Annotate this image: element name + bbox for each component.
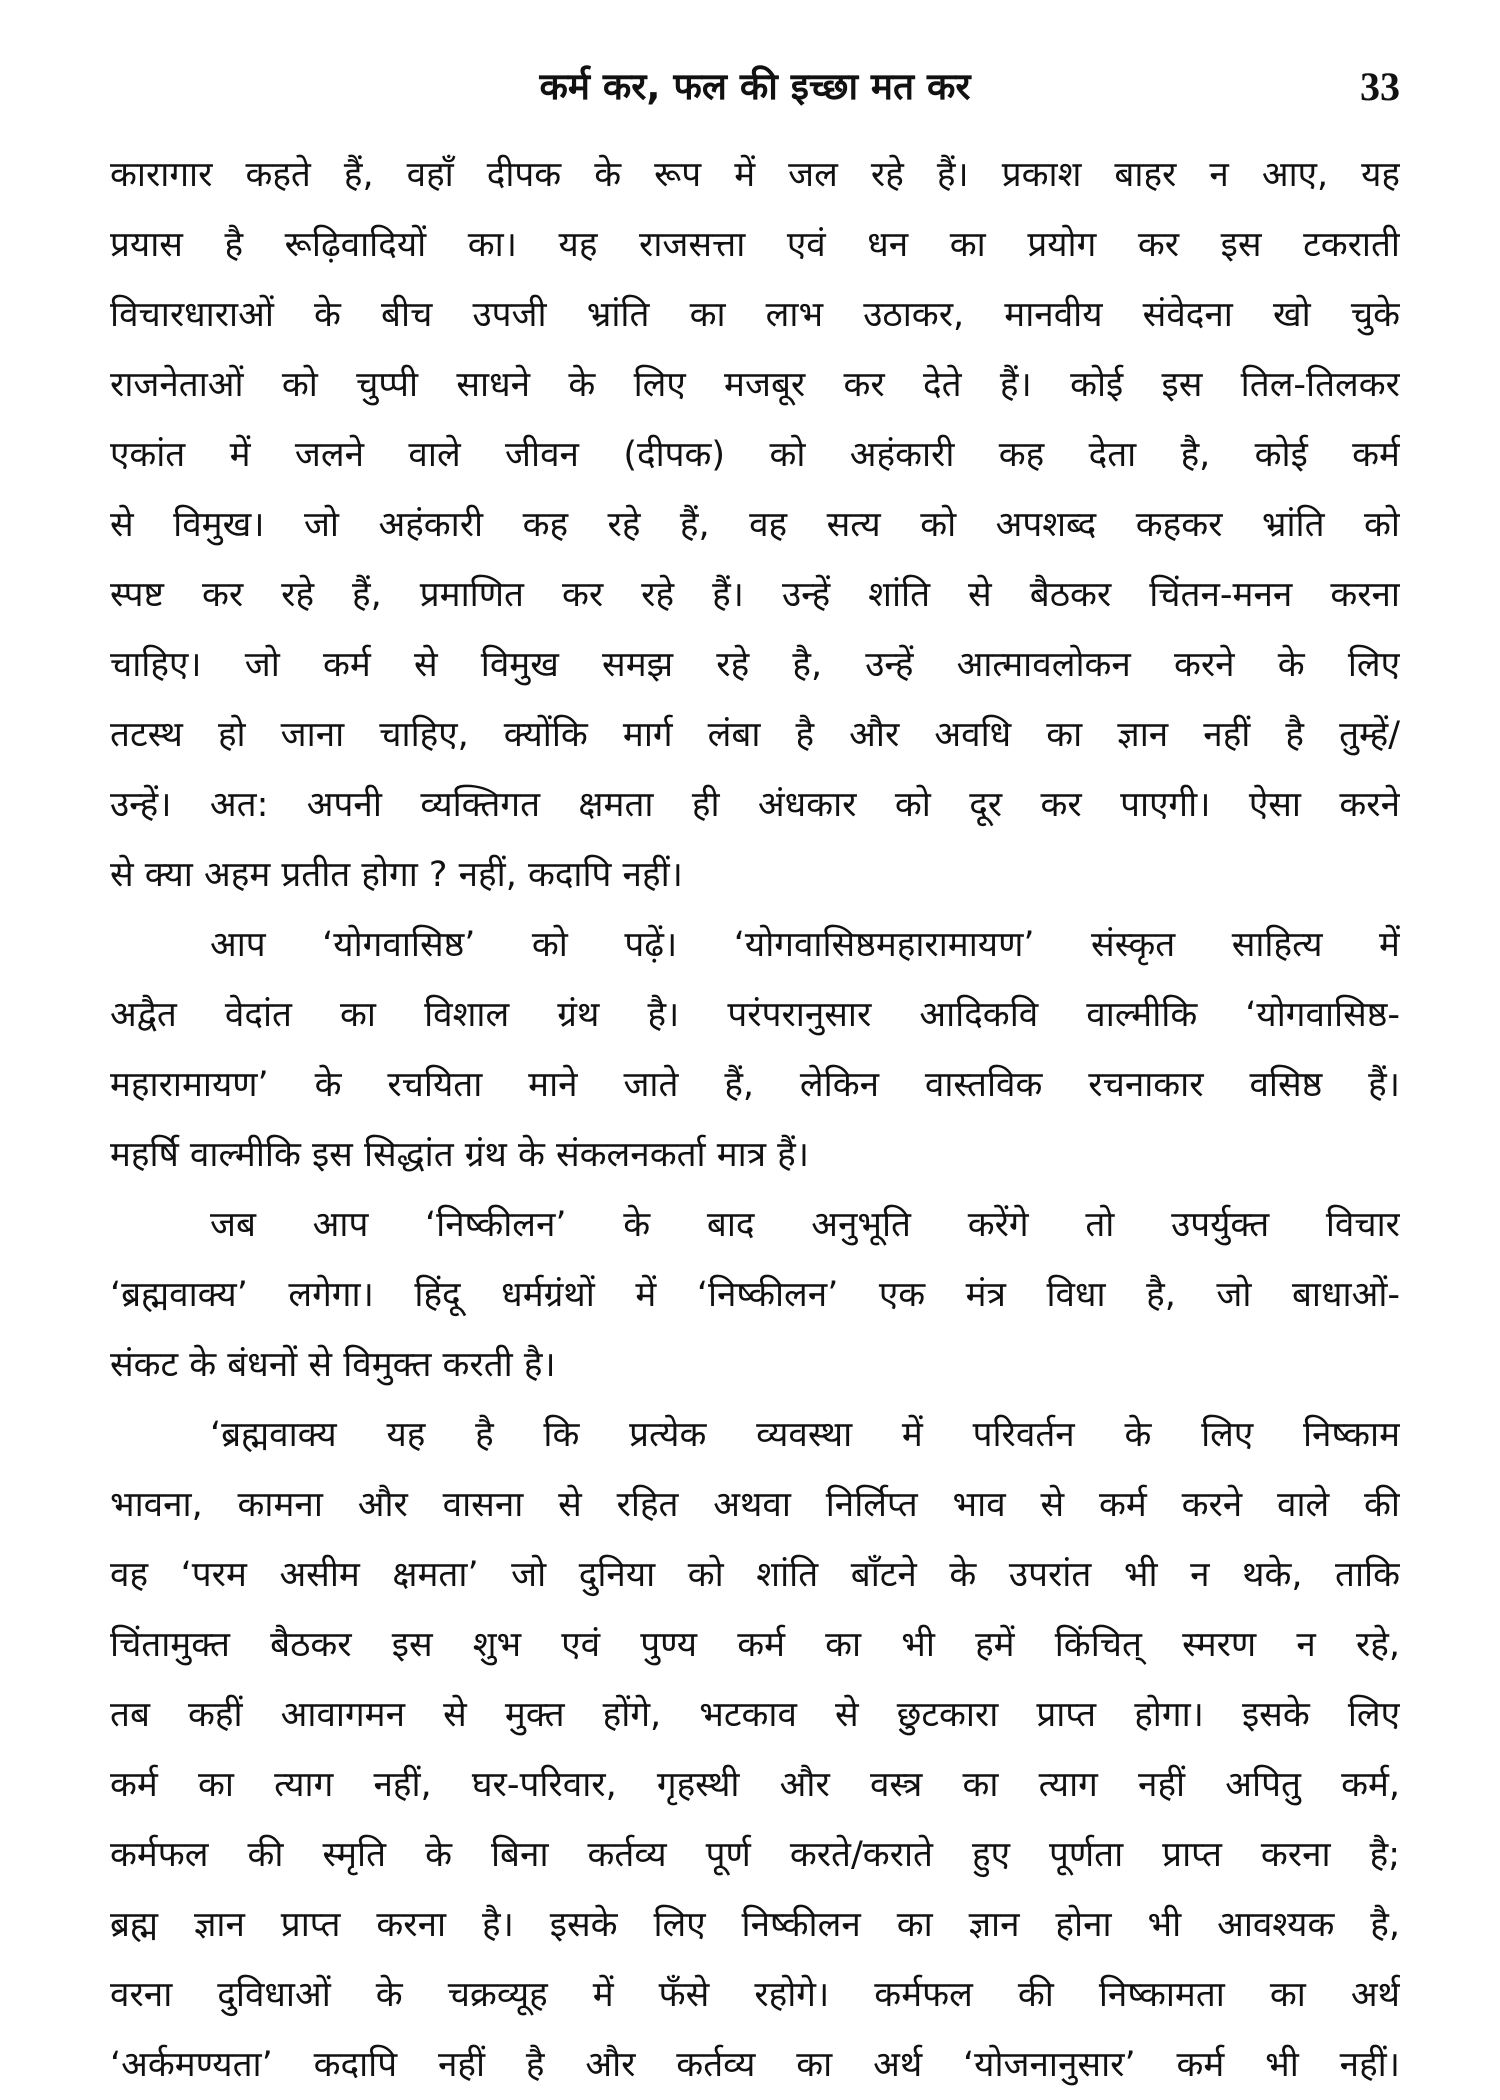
text-line: से क्या अहम प्रतीत होगा ? नहीं, कदापि नहीं। — [110, 855, 683, 895]
text-line: से विमुख। जो अहंकारी कह रहे हैं, वह सत्य को अपशब्द कहकर भ्रांति को — [110, 505, 1400, 545]
text-line: राजनेताओं को चुप्पी साधने के लिए मजबूर कर देते हैं। कोई इस तिल-तिलकर — [110, 365, 1400, 405]
text-line: स्पष्ट कर रहे हैं, प्रमाणित कर रहे हैं। उन्हें शांति से बैठकर चिंतन-मनन करना — [110, 575, 1400, 615]
text-line: ‘अर्कमण्यता’ कदापि नहीं है और कर्तव्य का अर्थ ‘योजनानुसार’ कर्म भी नहीं। — [110, 2045, 1400, 2085]
text-line: कर्मफल की स्मृति के बिना कर्तव्य पूर्ण करते/कराते हुए पूर्णता प्राप्त करना है; — [110, 1835, 1400, 1875]
text-line: संकट के बंधनों से विमुक्त करती है। — [110, 1345, 556, 1385]
paragraph-start-line: जब आप ‘निष्कीलन’ के बाद अनुभूति करेंगे तो उपर्युक्त विचार — [210, 1205, 1400, 1245]
chapter-title: कर्म कर, फल की इच्छा मत कर — [539, 65, 971, 108]
paragraph-start-line: आप ‘योगवासिष्ठ’ को पढ़ें। ‘योगवासिष्ठमहारामायण’ संस्कृत साहित्य में — [210, 925, 1400, 965]
page-number: 33 — [1360, 64, 1400, 109]
body-text — [110, 140, 1400, 2100]
text-line: भावना, कामना और वासना से रहित अथवा निर्लिप्त भाव से कर्म करने वाले की — [110, 1485, 1400, 1525]
paragraph-start-line: ‘ब्रह्मवाक्य यह है कि प्रत्येक व्यवस्था में परिवर्तन के लिए निष्काम — [210, 1415, 1400, 1455]
text-line: प्रयास है रूढ़िवादियों का। यह राजसत्ता एवं धन का प्रयोग कर इस टकराती — [110, 225, 1400, 265]
text-line: ब्रह्म ज्ञान प्राप्त करना है। इसके लिए निष्कीलन का ज्ञान होना भी आवश्यक है, — [110, 1905, 1400, 1945]
text-line: चाहिए। जो कर्म से विमुख समझ रहे है, उन्हें आत्मावलोकन करने के लिए — [110, 645, 1400, 685]
text-line: चिंतामुक्त बैठकर इस शुभ एवं पुण्य कर्म का भी हमें किंचित् स्मरण न रहे, — [110, 1625, 1400, 1665]
text-line: विचारधाराओं के बीच उपजी भ्रांति का लाभ उठाकर, मानवीय संवेदना खो चुके — [110, 295, 1400, 335]
text-line: वह ‘परम असीम क्षमता’ जो दुनिया को शांति बाँटने के उपरांत भी न थके, ताकि — [110, 1555, 1400, 1595]
text-line: वरना दुविधाओं के चक्रव्यूह में फँसे रहोगे। कर्मफल की निष्कामता का अर्थ — [110, 1975, 1400, 2015]
text-line: ‘ब्रह्मवाक्य’ लगेगा। हिंदू धर्मग्रंथों में ‘निष्कीलन’ एक मंत्र विधा है, जो बाधाओं- — [110, 1275, 1400, 1315]
text-line: कर्म का त्याग नहीं, घर-परिवार, गृहस्थी और वस्त्र का त्याग नहीं अपितु कर्म, — [110, 1765, 1400, 1805]
text-line: महारामायण’ के रचयिता माने जाते हैं, लेकिन वास्तविक रचनाकार वसिष्ठ हैं। — [110, 1065, 1400, 1105]
text-line: महर्षि वाल्मीकि इस सिद्धांत ग्रंथ के संकलनकर्ता मात्र हैं। — [110, 1135, 810, 1175]
text-line: एकांत में जलने वाले जीवन (दीपक) को अहंकारी कह देता है, कोई कर्म — [110, 435, 1400, 475]
running-header — [110, 52, 1400, 122]
text-line: तटस्थ हो जाना चाहिए, क्योंकि मार्ग लंबा है और अवधि का ज्ञान नहीं है तुम्हें/ — [110, 715, 1400, 755]
text-line: तब कहीं आवागमन से मुक्त होंगे, भटकाव से छुटकारा प्राप्त होगा। इसके लिए — [110, 1695, 1400, 1735]
text-line: अद्वैत वेदांत का विशाल ग्रंथ है। परंपरानुसार आदिकवि वाल्मीकि ‘योगवासिष्ठ- — [110, 995, 1400, 1035]
text-line: कारागार कहते हैं, वहाँ दीपक के रूप में जल रहे हैं। प्रकाश बाहर न आए, यह — [110, 155, 1400, 195]
text-line: उन्हें। अत: अपनी व्यक्तिगत क्षमता ही अंधकार को दूर कर पाएगी। ऐसा करने — [110, 785, 1400, 825]
